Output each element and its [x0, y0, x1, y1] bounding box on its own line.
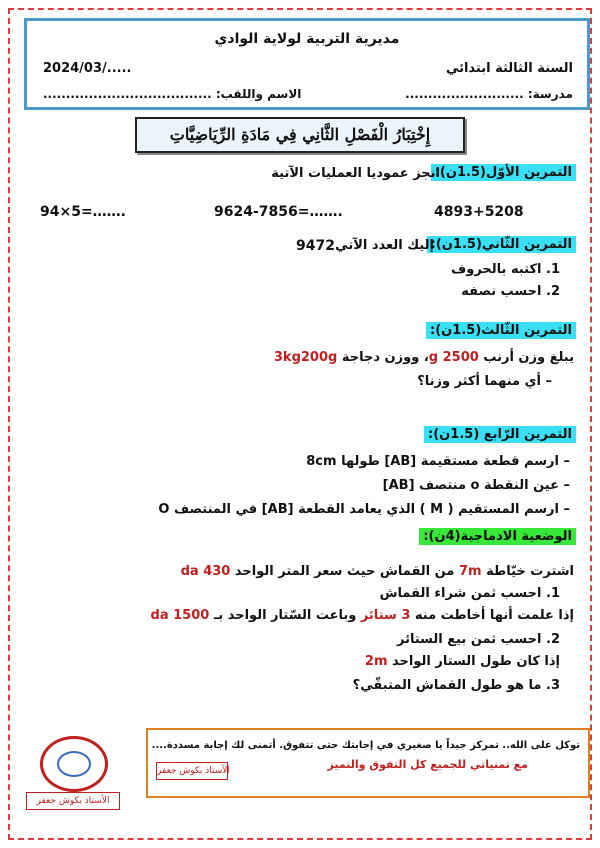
ex2-item-1: 1. اكتبه بالحروف — [451, 262, 560, 277]
integ-q2: 2. احسب ثمن بيع الستائر — [397, 632, 560, 647]
ex4-item-2: – عين النقطة o منتصف [AB] — [382, 478, 570, 493]
teacher-signature: الأستاذ بكوش جعفر — [156, 762, 228, 780]
ex1-op2: 9624-7856=……. — [214, 204, 343, 220]
ex2-item-2: 2. احسب نصفه — [461, 284, 560, 299]
integ-q3: 3. ما هو طول القماش المتبقّي؟ — [352, 678, 560, 693]
integ-q1: 1. احسب ثمن شراء القماش — [379, 586, 560, 601]
encouragement-text: توكل على الله.. تمركز جيداً يا صغيري في إجابتك حتى تتفوق. أتمنى لك إجابة مسددة.... — [151, 740, 580, 751]
integ-label: الوضعية الادماجية(4ن): — [419, 528, 576, 545]
encouragement-box — [146, 728, 590, 798]
name-field: الاسم واللقب: ..................................... — [43, 87, 302, 101]
ex1-op3: 94×5=……. — [40, 204, 127, 220]
ex4-item-1: – ارسم قطعة مستقيمة [AB] طولها 8cm — [306, 454, 570, 469]
grade-label: السنة الثالثة ابتدائي — [445, 61, 573, 76]
ex1-op1: 4893+5208 — [434, 204, 524, 220]
school-field: مدرسة: .......................... — [405, 87, 573, 101]
ex2-number: 9472 — [296, 238, 335, 254]
integ-line-1: اشترت خيّاطة 7m من القماش حيث سعر المتر الواحد 430 da — [180, 564, 574, 579]
ex3-label: التمرين الثّالث(1.5ن): — [426, 322, 576, 339]
seal-teacher-name: الأستاذ بكوش جعفر — [26, 792, 120, 810]
ex4-item-3: – ارسم المستقيم ( M ) الذي يعامد القطعة [AB] في المنتصف O — [158, 502, 570, 517]
ex4-label: التمرين الرّابع (1.5ن): — [424, 426, 576, 443]
integ-line-3: إذا كان طول الستار الواحد 2m — [364, 654, 560, 669]
ex2-label: التمرين الثّاني(1.5ن): — [427, 236, 576, 253]
date-label: 2024/03/..... — [43, 61, 132, 76]
ex3-question: – أي منهما أكثر وزنا؟ — [417, 374, 552, 389]
ex3-line: يبلغ وزن أرنب 2500 g، ووزن دجاجة 3kg200g — [273, 350, 574, 365]
directorate-title: مديرية التربية لولاية الوادي — [214, 31, 400, 47]
ex2-instruction: إليك العدد الآتي — [335, 238, 434, 253]
seal-emblem-icon — [57, 751, 91, 777]
school-seal-icon — [40, 736, 108, 792]
ex1-instruction: انجز عموديا العمليات الآتية — [271, 166, 440, 181]
header-box — [24, 18, 590, 110]
ex1-label: التمرين الأوّل(1.5ن): — [431, 164, 576, 181]
exam-title: إِخْتِبَارُ الْفَصْلِ الثَّانِي فِي مَادَةِ الرِّيَاضِيَّاتِ — [135, 117, 465, 153]
integ-line-2: إذا علمت أنها أخاطت منه 3 ستائر وباعت السّتار الواحد بـ 1500 da — [150, 608, 574, 623]
wishes-text: مع تمنياتي للجميع كل التفوق والتميز — [327, 758, 528, 771]
